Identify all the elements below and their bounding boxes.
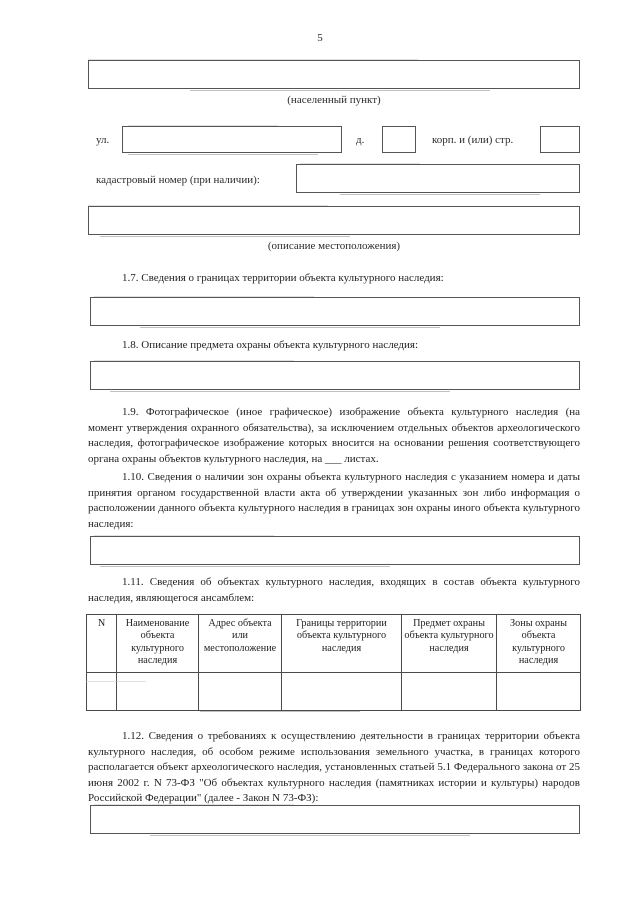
- section-1-12-text: 1.12. Сведения о требованиях к осуществлению деятельности в границах территории объекта культурного наследия, об особом режиме использования земельного участка, в границах которого располагается объект археологического наследия, установленных статьей 5.1 Федерального закона от 25 июня 2002 г. N 73-ФЗ "Об объектах культурного наследия (памятниках истории и культуры) народов Российской Федерации" (далее - Закон N 73-ФЗ):: [88, 730, 580, 805]
- house-label: д.: [356, 134, 365, 146]
- table-cell-protection-zones[interactable]: [497, 672, 581, 710]
- cadastral-label: кадастровый номер (при наличии):: [96, 174, 260, 186]
- location-input[interactable]: [88, 206, 580, 235]
- cadastral-input[interactable]: [296, 164, 580, 193]
- table-header-number: N: [87, 615, 117, 673]
- page-number: 5: [317, 32, 323, 44]
- table-header-protection-zones: Зоны охраны объекта культурного наследия: [497, 615, 581, 673]
- table-cell-territory-borders[interactable]: [282, 672, 402, 710]
- street-label: ул.: [96, 134, 110, 146]
- table-header-row: [87, 615, 581, 673]
- house-input[interactable]: [382, 126, 416, 153]
- table-row[interactable]: [87, 672, 581, 710]
- table-header-name: Наименование объекта культурного наследия: [117, 615, 199, 673]
- table-header-territory-borders: Границы территории объекта культурного наследия: [282, 615, 402, 673]
- section-1-10-text: 1.10. Сведения о наличии зон охраны объекта культурного наследия с указанием номера и даты принятия органом государственной власти акта об утверждении указанных зон либо информация о расположении данного объекта культурного наследия в границах зон охраны иного объекта культурного наследия:: [88, 471, 580, 530]
- table-cell-address[interactable]: [199, 672, 282, 710]
- location-caption: (описание местоположения): [267, 240, 401, 252]
- table-cell-number[interactable]: [87, 672, 117, 710]
- settlement-caption: (населенный пункт): [287, 94, 381, 106]
- section-1-8-input[interactable]: [90, 361, 580, 390]
- section-1-12-input[interactable]: [90, 805, 580, 834]
- table-header-address: Адрес объекта или местоположение: [199, 615, 282, 673]
- section-1-9-text: 1.9. Фотографическое (иное графическое) изображение объекта культурного наследия (на момент утверждения охранного обязательства), за исключением отдельных объектов археологического наследия, фотографическое изображение которых вносится на основании решения соответствующего органа охраны объектов культурного наследия, на ___ листах.: [88, 406, 580, 465]
- section-1-8-text: 1.8. Описание предмета охраны объекта культурного наследия:: [122, 339, 419, 351]
- section-1-11-text: 1.11. Сведения об объектах культурного наследия, входящих в состав объекта культурного наследия, являющегося ансамблем:: [88, 576, 580, 604]
- section-1-7-input[interactable]: [90, 297, 580, 326]
- heritage-objects-table: [86, 614, 581, 711]
- street-input[interactable]: [122, 126, 342, 153]
- table-header-protection-subject: Предмет охраны объекта культурного наследия: [402, 615, 497, 673]
- table-cell-protection-subject[interactable]: [402, 672, 497, 710]
- section-1-10-input[interactable]: [90, 536, 580, 565]
- building-input[interactable]: [540, 126, 580, 153]
- settlement-input[interactable]: [88, 60, 580, 89]
- section-1-7-text: 1.7. Сведения о границах территории объекта культурного наследия:: [122, 272, 444, 284]
- table-cell-name[interactable]: [117, 672, 199, 710]
- building-label: корп. и (или) стр.: [432, 134, 514, 146]
